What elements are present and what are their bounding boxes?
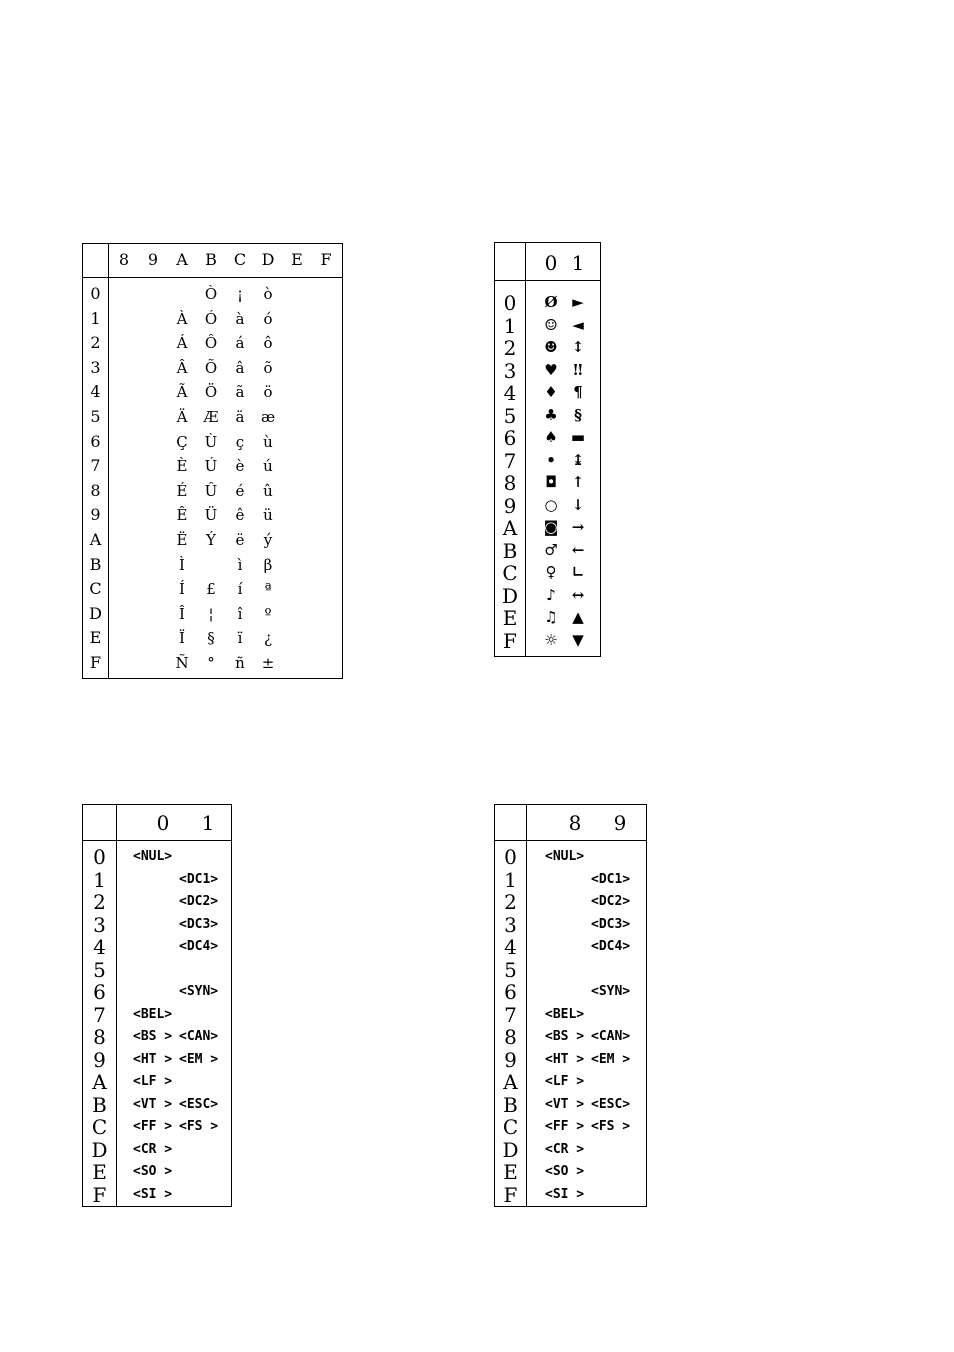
row-header: F bbox=[92, 1182, 107, 1207]
char-cell: í bbox=[237, 580, 243, 599]
control-code-cell: <ESC> bbox=[179, 1096, 219, 1112]
table-control-codes-0-1 bbox=[82, 804, 232, 1207]
control-code-cell: <ESC> bbox=[591, 1096, 631, 1112]
char-cell: § bbox=[207, 629, 215, 648]
control-code-cell: <CR > bbox=[133, 1141, 173, 1157]
char-cell: β bbox=[263, 555, 273, 574]
row-header: 5 bbox=[503, 403, 517, 428]
row-header: D bbox=[501, 583, 519, 608]
row-header: 7 bbox=[503, 448, 517, 473]
row-header: 4 bbox=[93, 935, 106, 959]
control-code-cell: <FF > bbox=[545, 1119, 585, 1134]
symbol-cell: ¶ bbox=[573, 383, 583, 401]
symbol-cell: ♥ bbox=[544, 360, 558, 379]
symbol-cell: ‼ bbox=[573, 360, 583, 379]
symbol-cell: ∟ bbox=[571, 563, 585, 581]
row-header: D bbox=[502, 1137, 519, 1162]
control-code-cell: <NUL> bbox=[133, 849, 173, 864]
row-header: 1 bbox=[504, 867, 517, 892]
char-cell: ö bbox=[263, 383, 273, 402]
char-cell: ì bbox=[237, 555, 243, 574]
symbol-cell: ♦ bbox=[544, 383, 558, 401]
column-header: A bbox=[176, 250, 188, 269]
symbol-cell: ☼ bbox=[544, 630, 558, 649]
row-header: 2 bbox=[93, 890, 106, 914]
row-header: F bbox=[89, 653, 102, 672]
control-code-cell: <DC4> bbox=[591, 939, 631, 954]
control-code-cell: <BS > bbox=[545, 1029, 585, 1044]
control-code-cell: <EM > bbox=[591, 1051, 631, 1067]
char-cell: ï bbox=[237, 629, 243, 648]
symbol-cell: ▬ bbox=[570, 428, 586, 446]
char-cell: £ bbox=[206, 580, 216, 599]
row-header: 5 bbox=[90, 407, 101, 426]
column-header: 9 bbox=[147, 250, 159, 269]
table-header-divider bbox=[83, 840, 231, 841]
char-cell: Ë bbox=[176, 531, 188, 549]
symbol-cell: ↓ bbox=[571, 495, 585, 514]
char-cell: È bbox=[176, 457, 188, 476]
control-code-cell: <HT > bbox=[545, 1051, 585, 1067]
row-header: E bbox=[502, 606, 518, 630]
control-code-cell: <EM > bbox=[179, 1051, 219, 1067]
char-cell: ü bbox=[263, 506, 273, 525]
char-cell: Ô bbox=[204, 334, 218, 353]
row-header: 8 bbox=[93, 1025, 106, 1049]
row-header: B bbox=[89, 554, 102, 574]
control-code-cell: <FS > bbox=[591, 1119, 631, 1134]
symbol-cell: ♂ bbox=[544, 540, 558, 559]
control-code-cell: <VT > bbox=[545, 1096, 585, 1112]
row-header: 0 bbox=[504, 845, 517, 869]
control-code-cell: <DC1> bbox=[591, 871, 631, 887]
char-cell: Ö bbox=[204, 383, 218, 402]
row-header: 9 bbox=[93, 1047, 106, 1072]
row-header: D bbox=[89, 603, 102, 623]
symbol-cell: ← bbox=[571, 540, 585, 559]
row-header: 7 bbox=[93, 1002, 106, 1027]
row-header: A bbox=[503, 1070, 518, 1094]
char-cell: ý bbox=[263, 531, 273, 549]
row-header: 0 bbox=[93, 845, 106, 869]
control-code-cell: <HT > bbox=[133, 1051, 173, 1067]
char-cell: Î bbox=[179, 604, 185, 623]
row-header: E bbox=[89, 628, 102, 648]
char-cell: Æ bbox=[203, 408, 219, 426]
char-cell: Ã bbox=[176, 383, 188, 402]
control-code-cell: <BS > bbox=[133, 1029, 173, 1044]
control-code-cell: <SO > bbox=[545, 1164, 585, 1179]
symbol-cell: ◄ bbox=[572, 315, 584, 334]
row-header: C bbox=[89, 579, 102, 599]
row-header: 9 bbox=[503, 493, 517, 518]
char-cell: Í bbox=[179, 580, 185, 599]
char-cell: ó bbox=[263, 309, 273, 328]
row-header: A bbox=[92, 1070, 107, 1094]
row-header: F bbox=[503, 1182, 518, 1207]
row-header: 1 bbox=[93, 867, 106, 892]
char-cell: à bbox=[235, 309, 245, 328]
symbol-cell: ♀ bbox=[545, 563, 557, 581]
char-cell: ç bbox=[235, 432, 245, 451]
char-cell: ± bbox=[261, 654, 275, 672]
row-header: 0 bbox=[503, 291, 517, 315]
char-cell: Ê bbox=[176, 506, 188, 525]
row-header: 6 bbox=[504, 980, 517, 1004]
row-header: A bbox=[89, 530, 102, 549]
column-header: B bbox=[205, 250, 217, 269]
symbol-cell: ♫ bbox=[544, 608, 558, 626]
control-code-cell: <DC4> bbox=[179, 939, 219, 954]
row-header: C bbox=[502, 1115, 519, 1139]
symbol-cell: ☻ bbox=[544, 338, 558, 356]
row-header: 9 bbox=[90, 505, 101, 525]
control-code-cell: <SYN> bbox=[591, 984, 631, 999]
control-code-cell: <DC2> bbox=[179, 894, 219, 909]
symbol-cell: ▼ bbox=[572, 630, 584, 649]
char-cell: ä bbox=[235, 408, 245, 426]
char-cell: Ä bbox=[176, 408, 188, 426]
row-header: 2 bbox=[504, 890, 517, 914]
column-header: 1 bbox=[201, 811, 215, 835]
char-cell: Ù bbox=[204, 432, 218, 451]
char-cell: Ü bbox=[204, 506, 218, 525]
row-header: C bbox=[502, 561, 518, 585]
char-cell: é bbox=[235, 481, 245, 500]
table-row-header-divider bbox=[526, 805, 527, 1206]
column-header: 9 bbox=[613, 811, 627, 835]
row-header: 8 bbox=[90, 480, 101, 500]
table-header-divider bbox=[495, 280, 600, 281]
char-cell: À bbox=[176, 309, 188, 328]
char-cell: â bbox=[235, 358, 245, 377]
char-cell: Ú bbox=[204, 457, 218, 476]
column-header: 8 bbox=[568, 811, 582, 835]
char-cell: ° bbox=[207, 654, 215, 672]
control-code-cell: <BEL> bbox=[133, 1006, 173, 1022]
row-header: 8 bbox=[504, 1025, 517, 1049]
control-code-cell: <VT > bbox=[133, 1096, 173, 1112]
row-header: 7 bbox=[504, 1002, 517, 1027]
symbol-cell: ◘ bbox=[545, 473, 557, 491]
control-code-cell: <CAN> bbox=[179, 1029, 219, 1044]
control-code-cell: <BEL> bbox=[545, 1006, 585, 1022]
control-code-cell: <DC2> bbox=[591, 894, 631, 909]
char-cell: Â bbox=[176, 358, 188, 377]
row-header: A bbox=[502, 516, 518, 540]
table-symbol-chars bbox=[494, 242, 601, 657]
row-header: B bbox=[92, 1092, 107, 1117]
control-code-cell: <SI > bbox=[545, 1186, 585, 1202]
row-header: F bbox=[503, 628, 517, 653]
row-header: 3 bbox=[504, 912, 517, 937]
char-cell: ú bbox=[263, 457, 273, 476]
control-code-cell: <CR > bbox=[545, 1141, 585, 1157]
char-cell: è bbox=[235, 457, 245, 476]
control-code-cell: <SI > bbox=[133, 1186, 173, 1202]
symbol-cell: ○ bbox=[544, 495, 558, 514]
char-cell: Ò bbox=[204, 285, 218, 303]
row-header: E bbox=[92, 1160, 107, 1184]
char-cell: ô bbox=[263, 334, 273, 353]
table-header-divider bbox=[83, 277, 342, 278]
row-header: C bbox=[91, 1115, 108, 1139]
column-header: F bbox=[320, 250, 332, 269]
row-header: 6 bbox=[93, 980, 106, 1004]
char-cell: º bbox=[264, 604, 272, 623]
column-header: 8 bbox=[118, 250, 130, 269]
symbol-cell: ↔ bbox=[571, 585, 585, 604]
symbol-cell: ↑ bbox=[571, 473, 585, 491]
char-cell: É bbox=[176, 481, 188, 500]
control-code-cell: <LF > bbox=[133, 1074, 173, 1089]
control-code-cell: <CAN> bbox=[591, 1029, 631, 1044]
column-header: 0 bbox=[544, 251, 558, 275]
row-header: B bbox=[503, 1092, 518, 1117]
row-header: 6 bbox=[90, 431, 101, 451]
table-control-codes-8-9 bbox=[494, 804, 647, 1207]
column-header: E bbox=[291, 250, 303, 269]
column-header: 1 bbox=[571, 251, 585, 275]
row-header: 6 bbox=[503, 426, 517, 450]
table-row-header-divider bbox=[116, 805, 117, 1206]
row-header: 4 bbox=[504, 935, 517, 959]
row-header: 1 bbox=[90, 308, 101, 328]
char-cell: Ý bbox=[206, 531, 216, 549]
char-cell: æ bbox=[260, 408, 276, 426]
symbol-cell: ☺ bbox=[544, 315, 558, 334]
symbol-cell: ↨ bbox=[571, 450, 585, 469]
symbol-cell: • bbox=[546, 450, 556, 469]
char-cell: î bbox=[237, 604, 243, 623]
row-header: E bbox=[503, 1160, 518, 1184]
symbol-cell: Ø bbox=[544, 293, 558, 311]
char-cell: ¿ bbox=[263, 629, 273, 648]
control-code-cell: <SO > bbox=[133, 1164, 173, 1179]
control-code-cell: <DC3> bbox=[179, 916, 219, 932]
row-header: 3 bbox=[93, 912, 106, 937]
control-code-cell: <NUL> bbox=[545, 849, 585, 864]
column-header: C bbox=[233, 250, 247, 269]
row-header: 1 bbox=[503, 313, 517, 338]
symbol-cell: ▲ bbox=[572, 608, 584, 626]
char-cell: õ bbox=[263, 358, 273, 377]
table-header-divider bbox=[495, 840, 646, 841]
symbol-cell: ♪ bbox=[546, 585, 556, 604]
char-cell: Ç bbox=[176, 432, 188, 451]
row-header: 8 bbox=[503, 471, 517, 495]
char-cell: á bbox=[235, 334, 245, 353]
symbol-cell: ♣ bbox=[544, 405, 558, 424]
char-cell: ¡ bbox=[236, 285, 244, 303]
char-cell: Ó bbox=[204, 309, 218, 328]
row-header: 3 bbox=[90, 357, 101, 377]
row-header: 2 bbox=[503, 336, 517, 360]
char-cell: ã bbox=[235, 383, 245, 402]
char-cell: Õ bbox=[204, 358, 218, 377]
char-cell: Ï bbox=[179, 629, 185, 648]
symbol-cell: ► bbox=[572, 293, 584, 311]
char-cell: ª bbox=[264, 580, 272, 599]
row-header: 4 bbox=[90, 382, 101, 402]
char-cell: Ì bbox=[179, 555, 185, 574]
control-code-cell: <DC1> bbox=[179, 871, 219, 887]
control-code-cell: <SYN> bbox=[179, 984, 219, 999]
control-code-cell: <DC3> bbox=[591, 916, 631, 932]
row-header: B bbox=[502, 538, 518, 563]
table-row-header-divider bbox=[525, 243, 526, 656]
row-header: 9 bbox=[504, 1047, 517, 1072]
row-header: 5 bbox=[504, 957, 517, 982]
symbol-cell: ♠ bbox=[544, 428, 558, 446]
row-header: 7 bbox=[90, 456, 101, 476]
column-header: D bbox=[261, 250, 275, 269]
row-header: 3 bbox=[503, 358, 517, 383]
control-code-cell: <FS > bbox=[179, 1119, 219, 1134]
row-header: 2 bbox=[90, 333, 101, 353]
char-cell: Û bbox=[204, 481, 218, 500]
char-cell: Ñ bbox=[175, 654, 189, 672]
symbol-cell: ◙ bbox=[543, 518, 559, 536]
row-header: 5 bbox=[93, 957, 106, 982]
char-cell: ¦ bbox=[208, 604, 214, 623]
control-code-cell: <FF > bbox=[133, 1119, 173, 1134]
char-cell: ñ bbox=[235, 654, 245, 672]
table-latin-chars bbox=[82, 243, 343, 679]
char-cell: ù bbox=[263, 432, 273, 451]
char-cell: ê bbox=[235, 506, 245, 525]
char-cell: Á bbox=[176, 334, 188, 353]
row-header: 4 bbox=[503, 381, 517, 405]
row-header: 0 bbox=[90, 284, 101, 303]
symbol-cell: ↕ bbox=[571, 338, 585, 356]
control-code-cell: <LF > bbox=[545, 1074, 585, 1089]
column-header: 0 bbox=[156, 811, 170, 835]
char-cell: ò bbox=[263, 285, 273, 303]
row-header: D bbox=[91, 1137, 108, 1162]
symbol-cell: § bbox=[574, 405, 582, 424]
symbol-cell: → bbox=[571, 518, 585, 536]
char-cell: ë bbox=[235, 531, 245, 549]
table-row-header-divider bbox=[108, 244, 109, 678]
char-cell: û bbox=[263, 481, 273, 500]
